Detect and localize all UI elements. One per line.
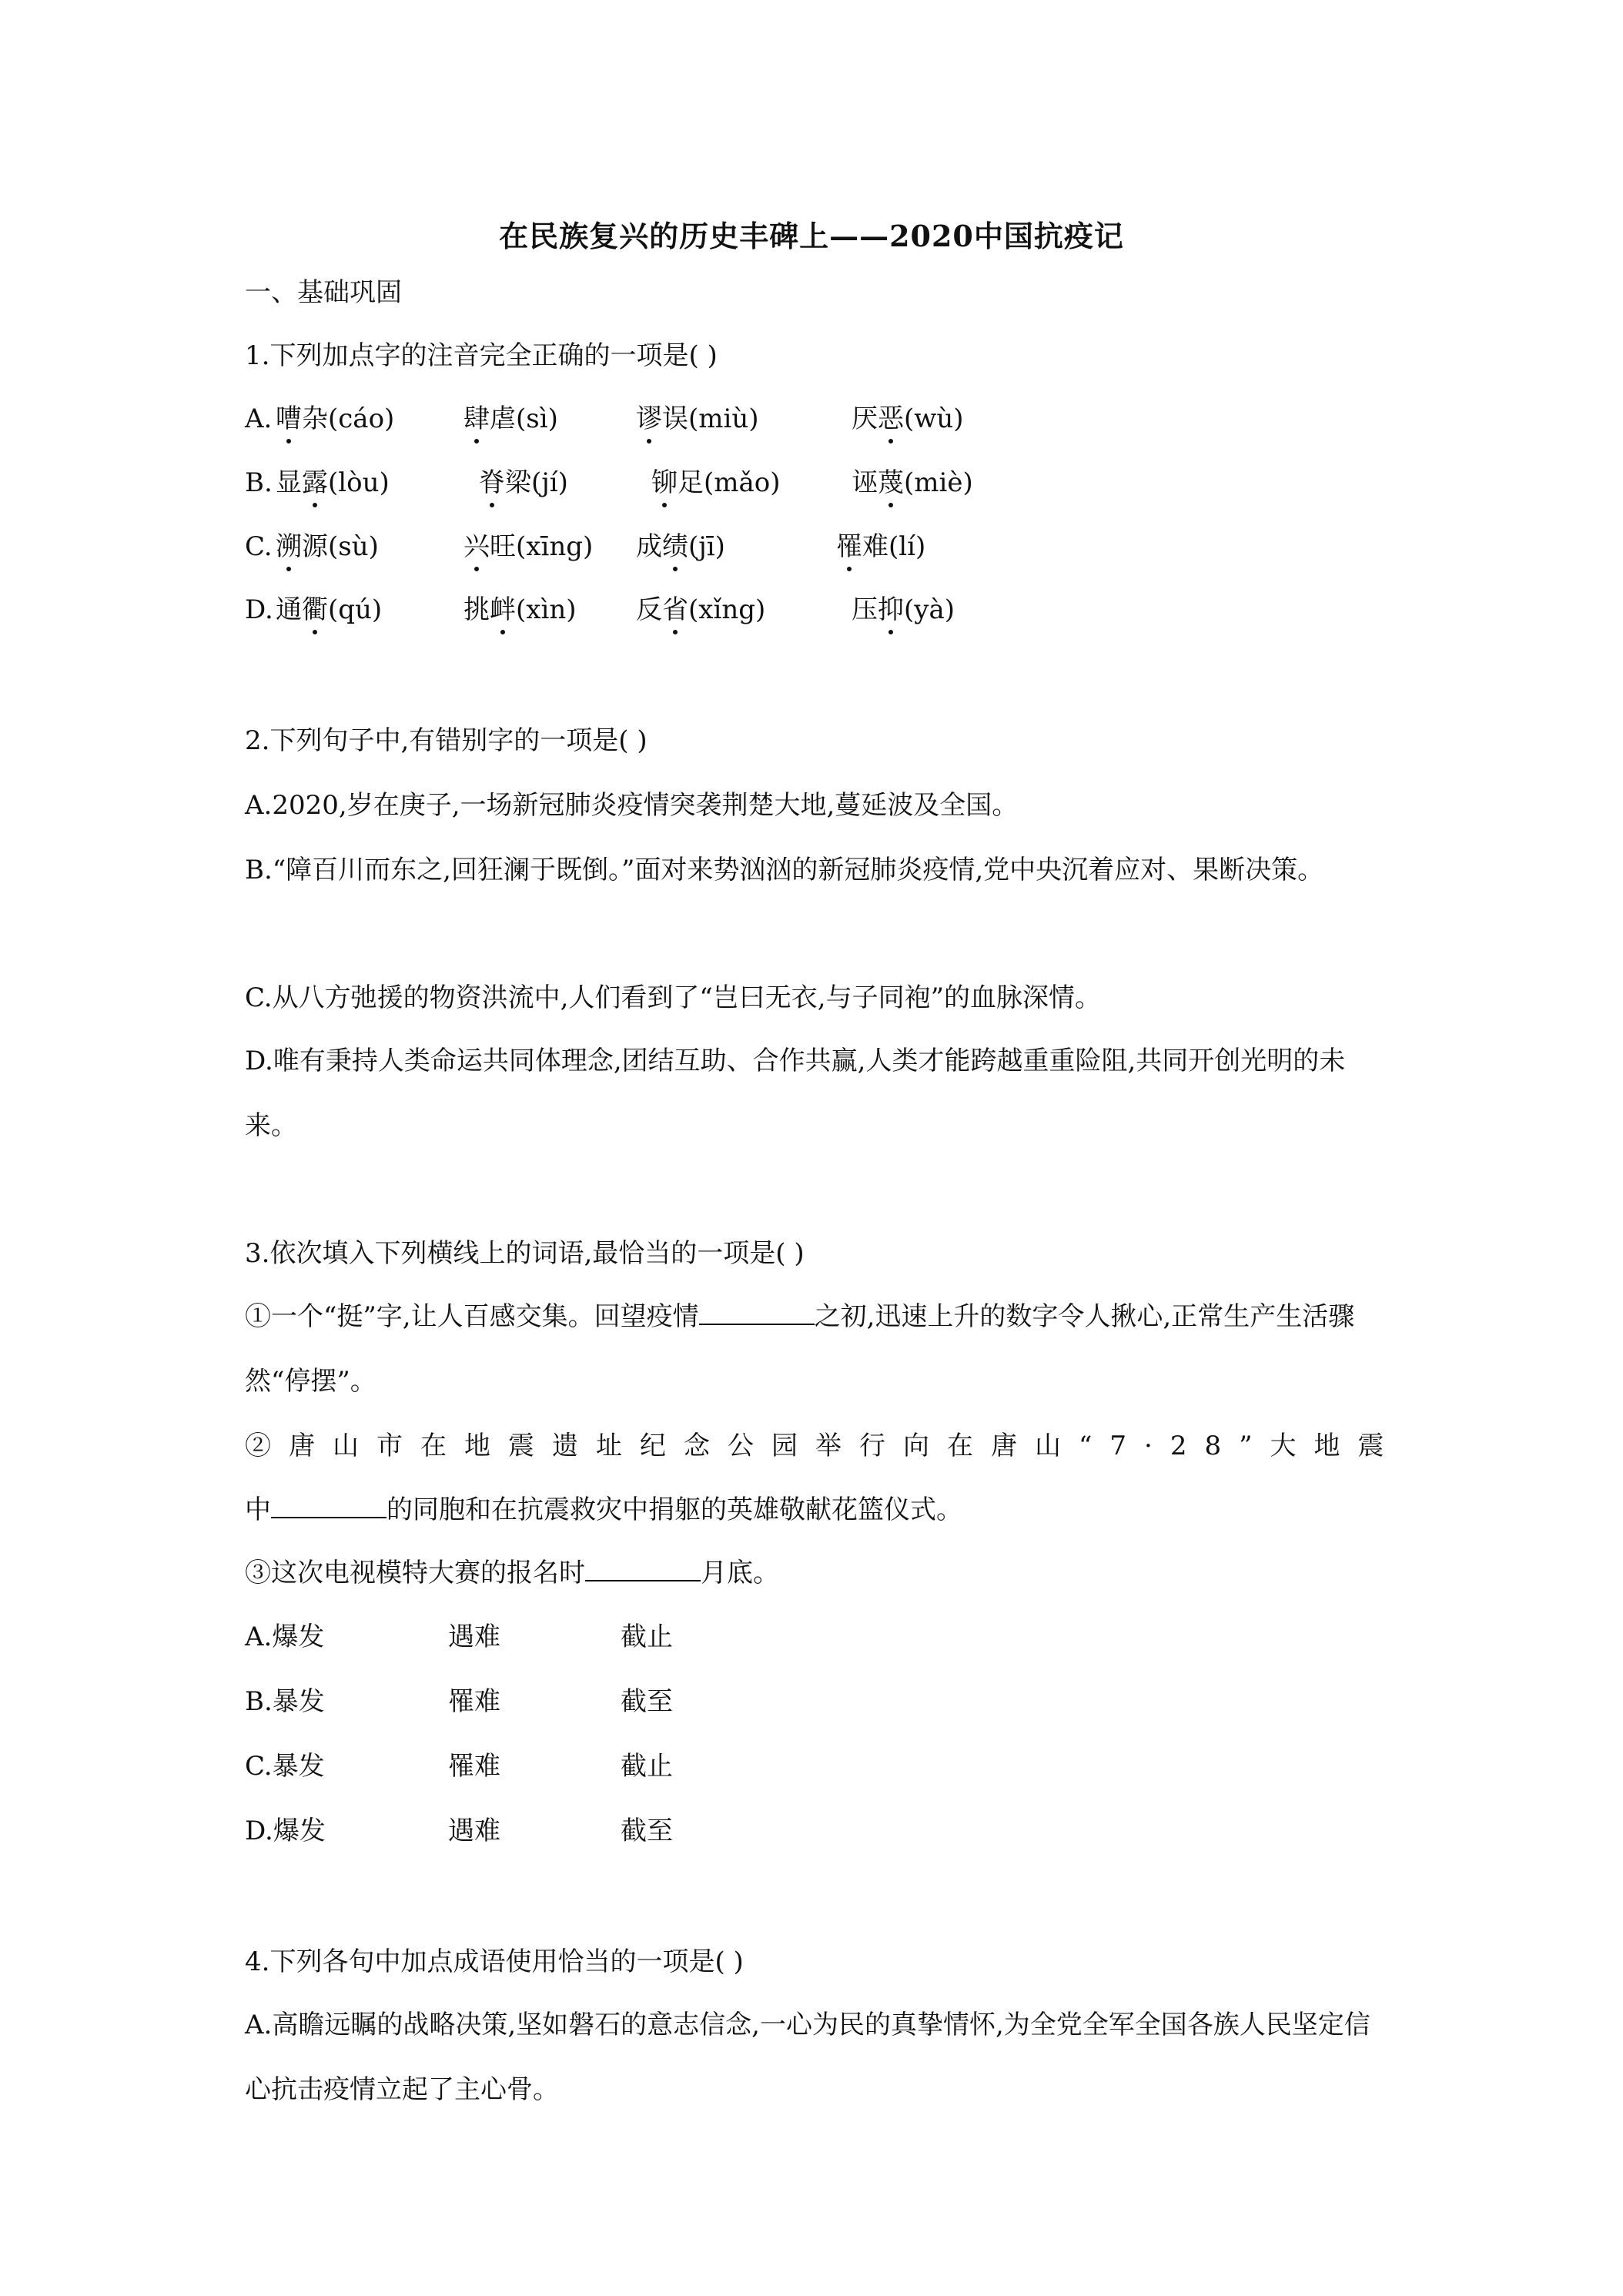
q3-option-a-word-2: 遇难 <box>448 1622 500 1652</box>
q1-option-a-item-1: 嘈杂(cáo) <box>276 403 395 434</box>
q3-option-a-word-3: 截止 <box>621 1622 673 1652</box>
emphasis-dot-char: 露 <box>302 467 328 498</box>
fill-blank <box>699 1299 815 1325</box>
emphasis-dot-char: 绩 <box>662 531 688 562</box>
q1-option-d-item-4: 压抑(yà) <box>852 594 955 625</box>
q2-option-a: A.2020,岁在庚子,一场新冠肺炎疫情突袭荆楚大地,蔓延波及全国。 <box>245 790 1019 821</box>
emphasis-dot-char: 恶 <box>878 403 904 434</box>
emphasis-dot-char: 谬 <box>636 403 662 434</box>
q1-option-b-item-1: 显露(lòu) <box>276 467 390 498</box>
document-title: 在民族复兴的历史丰碑上——2020中国抗疫记 <box>499 219 1124 253</box>
q1-option-d-label: D. <box>245 594 273 625</box>
fill-blank <box>585 1555 701 1581</box>
emphasis-dot-char: 衅 <box>490 594 516 625</box>
q1-option-c-item-2: 兴旺(xīng) <box>463 531 594 562</box>
emphasis-dot-char: 脊 <box>479 467 505 498</box>
emphasis-dot-char: 肆 <box>463 403 490 434</box>
q4-option-a: A.高瞻远瞩的战略决策,坚如磐石的意志信念,一心为民的真挚情怀,为全党全军全国各族人民坚定信心抗击疫情立起了主心骨。 <box>245 2010 1370 2105</box>
q3-option-d-word-2: 遇难 <box>448 1816 500 1846</box>
question-3-stem: 3.依次填入下列横线上的词语,最恰当的一项是( ) <box>245 1238 805 1269</box>
emphasis-dot-char: 兴 <box>463 531 490 562</box>
emphasis-dot-char: 溯 <box>276 531 302 562</box>
fill-blank <box>271 1492 387 1518</box>
q1-option-b-item-4: 诬蔑(miè) <box>852 467 973 498</box>
section-heading: 一、基础巩固 <box>245 277 402 308</box>
emphasis-dot-char: 抑 <box>878 594 904 625</box>
q1-option-d-item-2: 挑衅(xìn) <box>463 594 577 625</box>
q3-option-b-word-3: 截至 <box>621 1686 673 1717</box>
q3-option-c: C.暴发 <box>245 1751 325 1782</box>
q3-option-c-word-2: 罹难 <box>448 1751 500 1782</box>
emphasis-dot-char: 衢 <box>302 594 328 625</box>
q1-option-a-item-2: 肆虐(sì) <box>463 403 558 434</box>
q2-option-d: D.唯有秉持人类命运共同体理念,团结互助、合作共赢,人类才能跨越重重险阻,共同开创光明的未来。 <box>245 1046 1346 1141</box>
q1-option-c-item-3: 成绩(jī) <box>636 531 725 562</box>
q1-option-d-item-1: 通衢(qú) <box>276 594 383 625</box>
q3-sentence-3: ③这次电视模特大赛的报名时 月底。 <box>245 1555 779 1590</box>
q1-option-c-label: C. <box>245 531 273 562</box>
q3-option-b-word-2: 罹难 <box>448 1686 500 1717</box>
q3-option-a: A.爆发 <box>245 1622 325 1652</box>
q1-option-a-label: A. <box>245 403 273 434</box>
q1-option-b-item-3: 铆足(mǎo) <box>651 467 781 498</box>
emphasis-dot-char: 罹 <box>836 531 862 562</box>
q3-option-c-word-3: 截止 <box>621 1751 673 1782</box>
q3-sentence-2-line-1: ②唐山市在地震遗址纪念公园举行向在唐山“7·28”大地震 <box>245 1431 1402 1461</box>
question-2-stem: 2.下列句子中,有错别字的一项是( ) <box>245 725 648 756</box>
question-4-stem: 4.下列各句中加点成语使用恰当的一项是( ) <box>245 1946 744 1977</box>
question-1-stem: 1.下列加点字的注音完全正确的一项是( ) <box>245 340 718 371</box>
q1-option-c-item-1: 溯源(sù) <box>276 531 379 562</box>
q1-option-d-item-3: 反省(xǐng) <box>636 594 766 625</box>
q1-option-c-item-4: 罹难(lí) <box>836 531 926 562</box>
q1-option-a-item-3: 谬误(miù) <box>636 403 759 434</box>
emphasis-dot-char: 铆 <box>651 467 678 498</box>
q3-option-d: D.爆发 <box>245 1816 326 1846</box>
emphasis-dot-char: 嘈 <box>276 403 302 434</box>
q1-option-b-item-2: 脊梁(jí) <box>479 467 568 498</box>
q3-option-d-word-3: 截至 <box>621 1816 673 1846</box>
q2-option-b: B.“障百川而东之,回狂澜于既倒。”面对来势汹汹的新冠肺炎疫情,党中央沉着应对、果断决策。 <box>245 855 1324 885</box>
q1-option-a-item-4: 厌恶(wù) <box>852 403 964 434</box>
emphasis-dot-char: 省 <box>662 594 688 625</box>
q3-sentence-1: ①一个“挺”字,让人百感交集。回望疫情 之初,迅速上升的数字令人揪心,正常生产生活骤然“停摆”。 <box>245 1284 1383 1414</box>
q3-sentence-2-line-2: 中 的同胞和在抗震救灾中捐躯的英雄敬献花篮仪式。 <box>245 1492 962 1527</box>
q2-option-c: C.从八方弛援的物资洪流中,人们看到了“岂曰无衣,与子同袍”的血脉深情。 <box>245 982 1101 1013</box>
emphasis-dot-char: 蔑 <box>878 467 904 498</box>
q3-option-b: B.暴发 <box>245 1686 325 1717</box>
q1-option-b-label: B. <box>245 467 273 498</box>
